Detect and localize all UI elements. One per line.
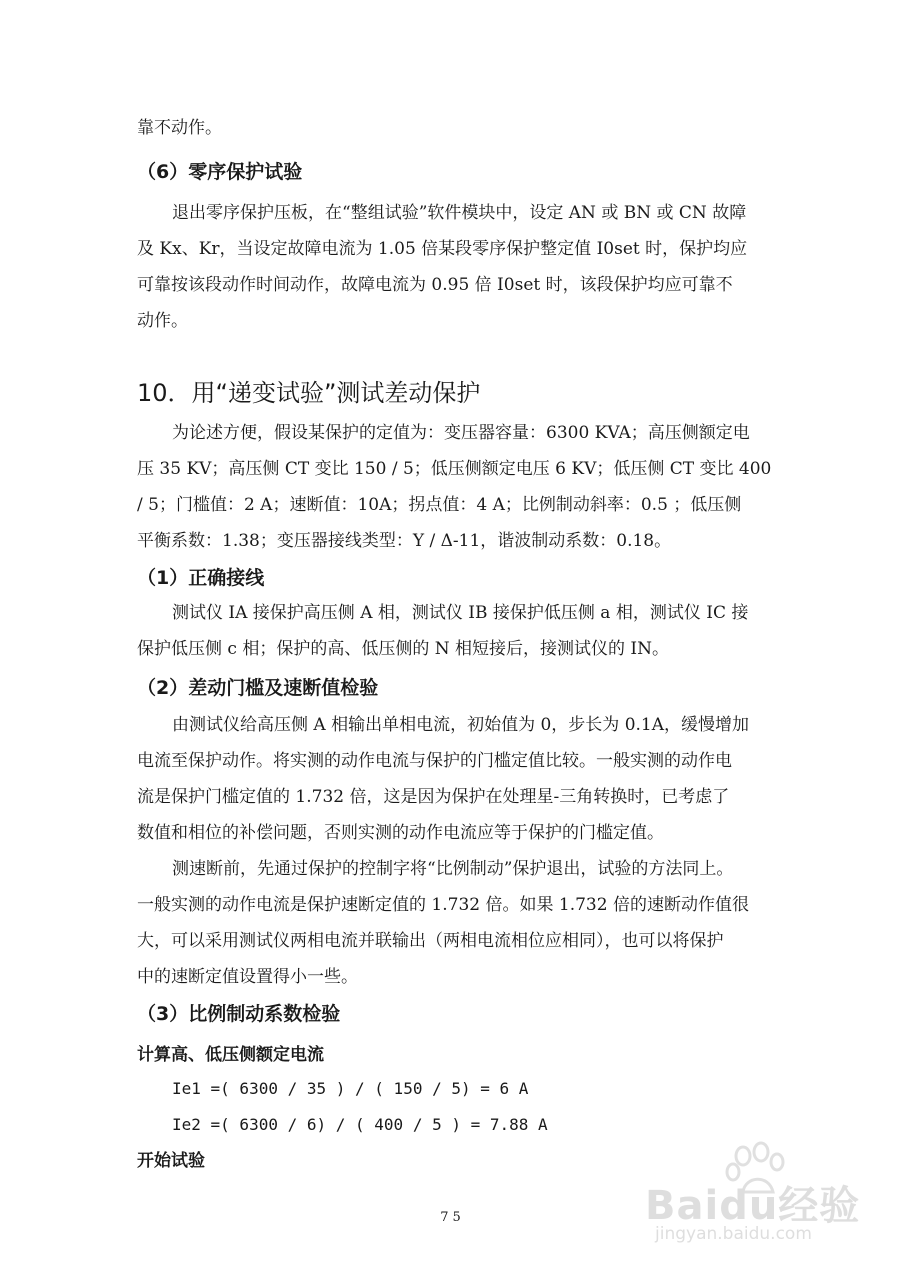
text-line: 靠不动作。 [137,118,222,138]
section-heading-3: （3）比例制动系数检验 [137,1003,341,1025]
text-line: 一般实测的动作电流是保护速断定值的 1.732 倍。如果 1.732 倍的速断动作值很 [137,895,749,915]
text-line: 及 Kx、Kr，当设定故障电流为 1.05 倍某段零序保护整定值 I0set 时，保护均应 [137,239,748,259]
text-line: 计算高、低压侧额定电流 [137,1045,324,1065]
formula-ie1: Ie1 =( 6300 / 35 ) / ( 150 / 5) = 6 A [172,1079,529,1098]
baidu-jingyan-watermark [645,1140,885,1250]
text-line: 保护低压侧 c 相；保护的高、低压侧的 N 相短接后，接测试仪的 IN。 [137,639,670,659]
text-line: 压 35 KV；高压侧 CT 变比 150 / 5；低压侧额定电压 6 KV；低压侧 CT 变比 400 [137,459,772,479]
text-line: 测试仪 IA 接保护高压侧 A 相，测试仪 IB 接保护低压侧 a 相，测试仪 IC 接 [172,603,749,623]
text-line: 电流至保护动作。将实测的动作电流与保护的门槛定值比较。一般实测的动作电 [137,751,732,771]
section-heading-6: （6）零序保护试验 [137,161,303,183]
text-line: 中的速断定值设置得小一些。 [137,967,358,987]
text-line: 平衡系数：1.38；变压器接线类型：Y / Δ-11，谐波制动系数：0.18。 [137,531,672,551]
text-line: 退出零序保护压板，在“整组试验”软件模块中，设定 AN 或 BN 或 CN 故障 [172,203,747,223]
watermark-url: jingyan.baidu.com [655,1224,812,1244]
text-line: / 5；门槛值：2 A；速断值：10A；拐点值：4 A；比例制动斜率：0.5 ；低压侧 [137,495,742,515]
text-line: 流是保护门槛定值的 1.732 倍，这是因为保护在处理星-三角转换时，已考虑了 [137,787,730,807]
text-line: 大，可以采用测试仪两相电流并联输出（两相电流相位应相同），也可以将保护 [137,931,724,951]
watermark-brand: Baidu经验 [645,1183,861,1229]
text-line: 动作。 [137,311,188,331]
text-line: 测速断前，先通过保护的控制字将“比例制动”保护退出，试验的方法同上。 [172,859,734,879]
text-line: 开始试验 [137,1151,205,1171]
formula-ie2: Ie2 =( 6300 / 6) / ( 400 / 5 ) = 7.88 A [172,1115,548,1134]
text-line: 可靠按该段动作时间动作，故障电流为 0.95 倍 I0set 时，该段保护均应可靠不 [137,275,733,295]
text-line: 为论述方便，假设某保护的定值为：变压器容量：6300 KVA；高压侧额定电 [172,423,750,443]
chapter-heading-10: 10．用“递变试验”测试差动保护 [137,379,481,407]
section-heading-2: （2）差动门槛及速断值检验 [137,677,379,699]
text-line: 数值和相位的补偿问题，否则实测的动作电流应等于保护的门槛定值。 [137,823,664,843]
text-line: 由测试仪给高压侧 A 相输出单相电流，初始值为 0，步长为 0.1A，缓慢增加 [172,715,750,735]
section-heading-1: （1）正确接线 [137,567,265,589]
page-number: 75 [440,1210,465,1225]
